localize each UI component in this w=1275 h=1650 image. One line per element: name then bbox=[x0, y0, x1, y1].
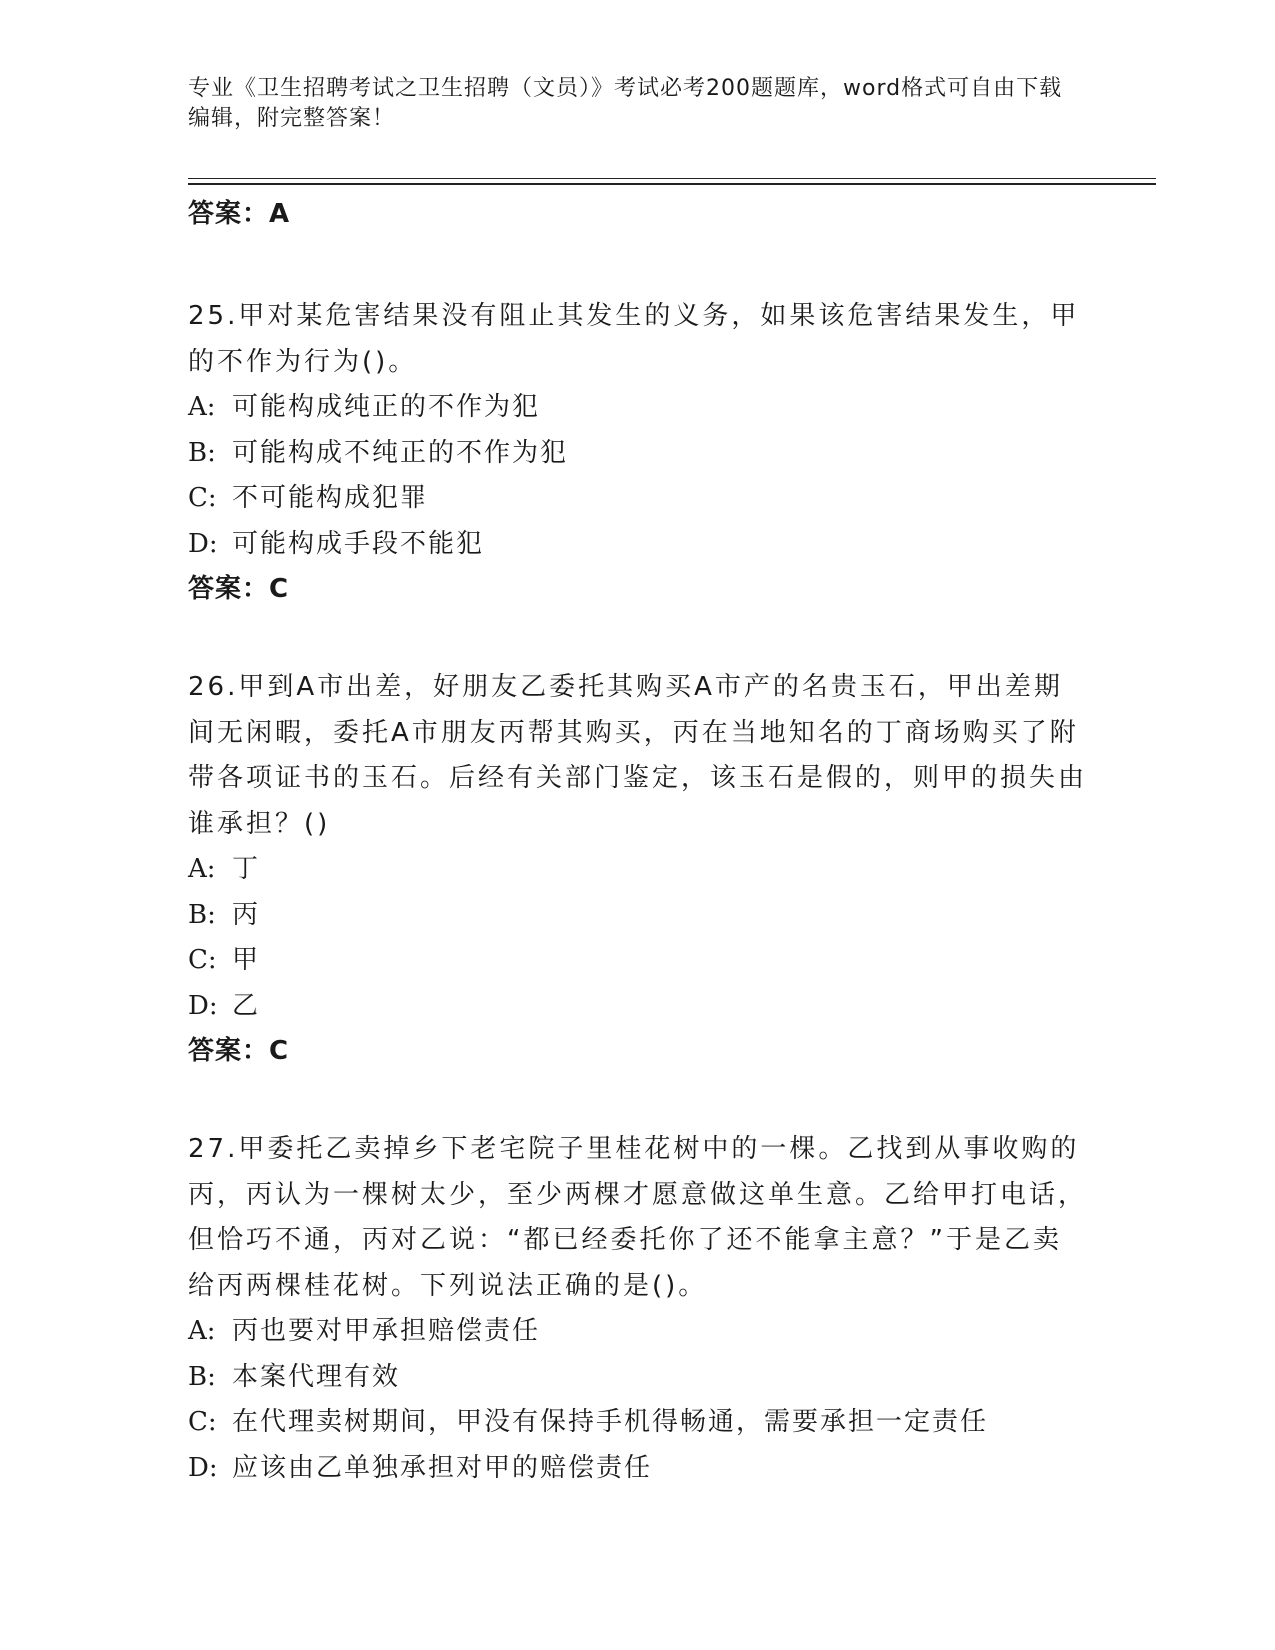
option-key: A: bbox=[188, 854, 216, 884]
option-b bbox=[188, 431, 1088, 477]
answer-label: 答案：C bbox=[188, 1036, 290, 1066]
option-text: 可能构成手段不能犯 bbox=[232, 528, 485, 559]
option-key: C: bbox=[188, 483, 217, 513]
option-text: 本案代理有效 bbox=[232, 1361, 401, 1392]
question-text: 26.甲到A市出差，好朋友乙委托其购买A市产的名贵玉石，甲出差期间无闲暇，委托A市朋友丙帮其购买，丙在当地知名的丁商场购买了附带各项证书的玉石。后经有关部门鉴定，该玉石是假的，则甲的损失由谁承担？() bbox=[188, 672, 1088, 839]
option-key: D: bbox=[188, 1452, 218, 1483]
option-a bbox=[188, 847, 1088, 893]
header-rule-thick bbox=[188, 183, 1156, 185]
option-text: 可能构成纯正的不作为犯 bbox=[232, 392, 541, 422]
option-text: 丙也要对甲承担赔偿责任 bbox=[232, 1316, 541, 1346]
option-key: C: bbox=[188, 945, 217, 975]
document-body bbox=[188, 192, 1088, 1491]
answer-label: 答案：C bbox=[188, 574, 290, 604]
question-25 bbox=[188, 294, 1088, 611]
option-key: C: bbox=[188, 1407, 217, 1437]
option-key: A: bbox=[188, 392, 216, 422]
document-header: 专业《卫生招聘考试之卫生招聘（文员）》考试必考200题题库，word格式可自由下载编辑，附完整答案！ bbox=[188, 76, 1063, 131]
option-text: 丙 bbox=[232, 899, 261, 930]
option-b bbox=[188, 893, 1088, 939]
question-text: 25.甲对某危害结果没有阻止其发生的义务，如果该危害结果发生，甲的不作为行为()。 bbox=[188, 301, 1080, 377]
option-a bbox=[188, 385, 1088, 431]
option-d bbox=[188, 984, 1088, 1030]
option-a bbox=[188, 1309, 1088, 1355]
option-d bbox=[188, 1446, 1088, 1492]
question-text: 27.甲委托乙卖掉乡下老宅院子里桂花树中的一棵。乙找到从事收购的丙，丙认为一棵树太少，至少两棵才愿意做这单生意。乙给甲打电话，但恰巧不通，丙对乙说：“都已经委托你了还不能拿主意？”于是乙卖给丙两棵桂花树。下列说法正确的是()。 bbox=[188, 1134, 1088, 1301]
header-rule-thin bbox=[188, 178, 1156, 179]
option-text: 乙 bbox=[232, 990, 261, 1021]
option-text: 不可能构成犯罪 bbox=[232, 483, 429, 513]
option-key: B: bbox=[188, 437, 216, 468]
option-b bbox=[188, 1355, 1088, 1401]
option-key: D: bbox=[188, 990, 218, 1021]
option-text: 在代理卖树期间，甲没有保持手机得畅通，需要承担一定责任 bbox=[232, 1407, 989, 1437]
option-c bbox=[188, 476, 1088, 522]
answer-label: 答案：A bbox=[188, 199, 291, 229]
option-c bbox=[188, 938, 1088, 984]
question-27 bbox=[188, 1127, 1088, 1491]
option-d bbox=[188, 522, 1088, 568]
question-26 bbox=[188, 665, 1088, 1073]
option-key: B: bbox=[188, 899, 216, 930]
option-text: 应该由乙单独承担对甲的赔偿责任 bbox=[232, 1452, 653, 1483]
option-text: 甲 bbox=[232, 945, 261, 975]
option-key: D: bbox=[188, 528, 218, 559]
option-key: B: bbox=[188, 1361, 216, 1392]
option-key: A: bbox=[188, 1316, 216, 1346]
option-c bbox=[188, 1400, 1088, 1446]
option-text: 丁 bbox=[232, 854, 261, 884]
option-text: 可能构成不纯正的不作为犯 bbox=[232, 437, 569, 468]
